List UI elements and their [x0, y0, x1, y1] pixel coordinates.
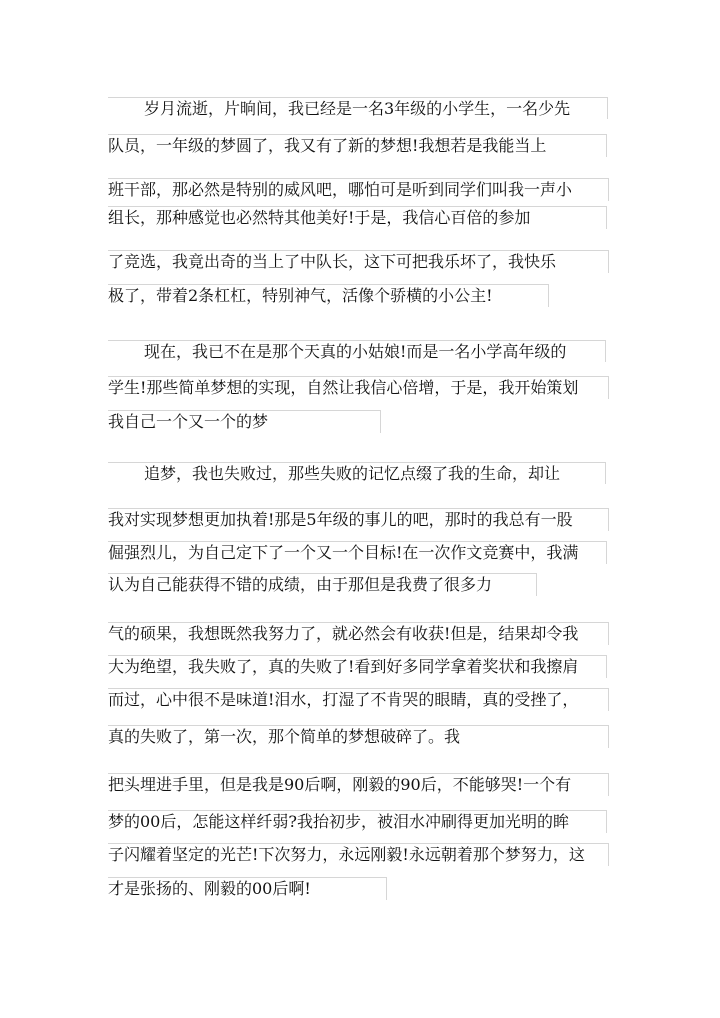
paragraph-line: 班干部，那必然是特别的威风吧，哪怕可是听到同学们叫我一声小	[108, 178, 609, 201]
paragraph-line: 岁月流逝，片晌间，我已经是一名3年级的小学生，一名少先	[108, 97, 608, 119]
paragraph-line: 真的失败了，第一次，那个简单的梦想破碎了。我	[108, 725, 609, 748]
paragraph-line: 我对实现梦想更加执着!那是5年级的事儿的吧，那时的我总有一股	[108, 508, 609, 531]
paragraph-line: 气的硕果，我想既然我努力了，就必然会有收获!但是，结果却令我	[108, 622, 609, 645]
paragraph-line: 组长，那种感觉也必然特其他美好!于是，我信心百倍的参加	[108, 206, 607, 229]
paragraph-line: 把头埋进手里，但是我是90后啊，刚毅的90后，不能够哭!一个有	[108, 773, 609, 796]
paragraph-line: 极了，带着2条杠杠，特别神气，活像个骄横的小公主!	[108, 284, 549, 307]
paragraph-line: 队员，一年级的梦圆了，我又有了新的梦想!我想若是我能当上	[108, 134, 607, 157]
paragraph-line: 才是张扬的、刚毅的00后啊!	[108, 877, 387, 900]
paragraph-line: 认为自己能获得不错的成绩，由于那但是我费了很多力	[108, 573, 537, 596]
paragraph-line: 学生!那些简单梦想的实现，自然让我信心倍增，于是，我开始策划	[108, 376, 609, 399]
paragraph-line: 倔强烈儿，为自己定下了一个又一个目标!在一次作文竞赛中，我满	[108, 541, 607, 564]
paragraph-line: 子闪耀着坚定的光芒!下次努力，永远刚毅!永远朝着那个梦努力，这	[108, 843, 609, 866]
paragraph-line: 大为绝望，我失败了，真的失败了!看到好多同学拿着奖状和我擦肩	[108, 655, 607, 678]
paragraph-line: 而过，心中很不是味道!泪水，打湿了不肯哭的眼睛，真的受挫了，	[108, 688, 609, 711]
paragraph-line: 梦的00后，怎能这样纤弱?我抬初步，被泪水冲刷得更加光明的眸	[108, 810, 607, 833]
paragraph-line: 追梦，我也失败过，那些失败的记忆点缀了我的生命，却让	[108, 462, 606, 484]
paragraph-line: 我自己一个又一个的梦	[108, 410, 381, 433]
paragraph-line: 了竞选，我竟出奇的当上了中队长，这下可把我乐坏了，我快乐	[108, 250, 609, 273]
paragraph-line: 现在，我已不在是那个天真的小姑娘!而是一名小学高年级的	[108, 340, 606, 362]
